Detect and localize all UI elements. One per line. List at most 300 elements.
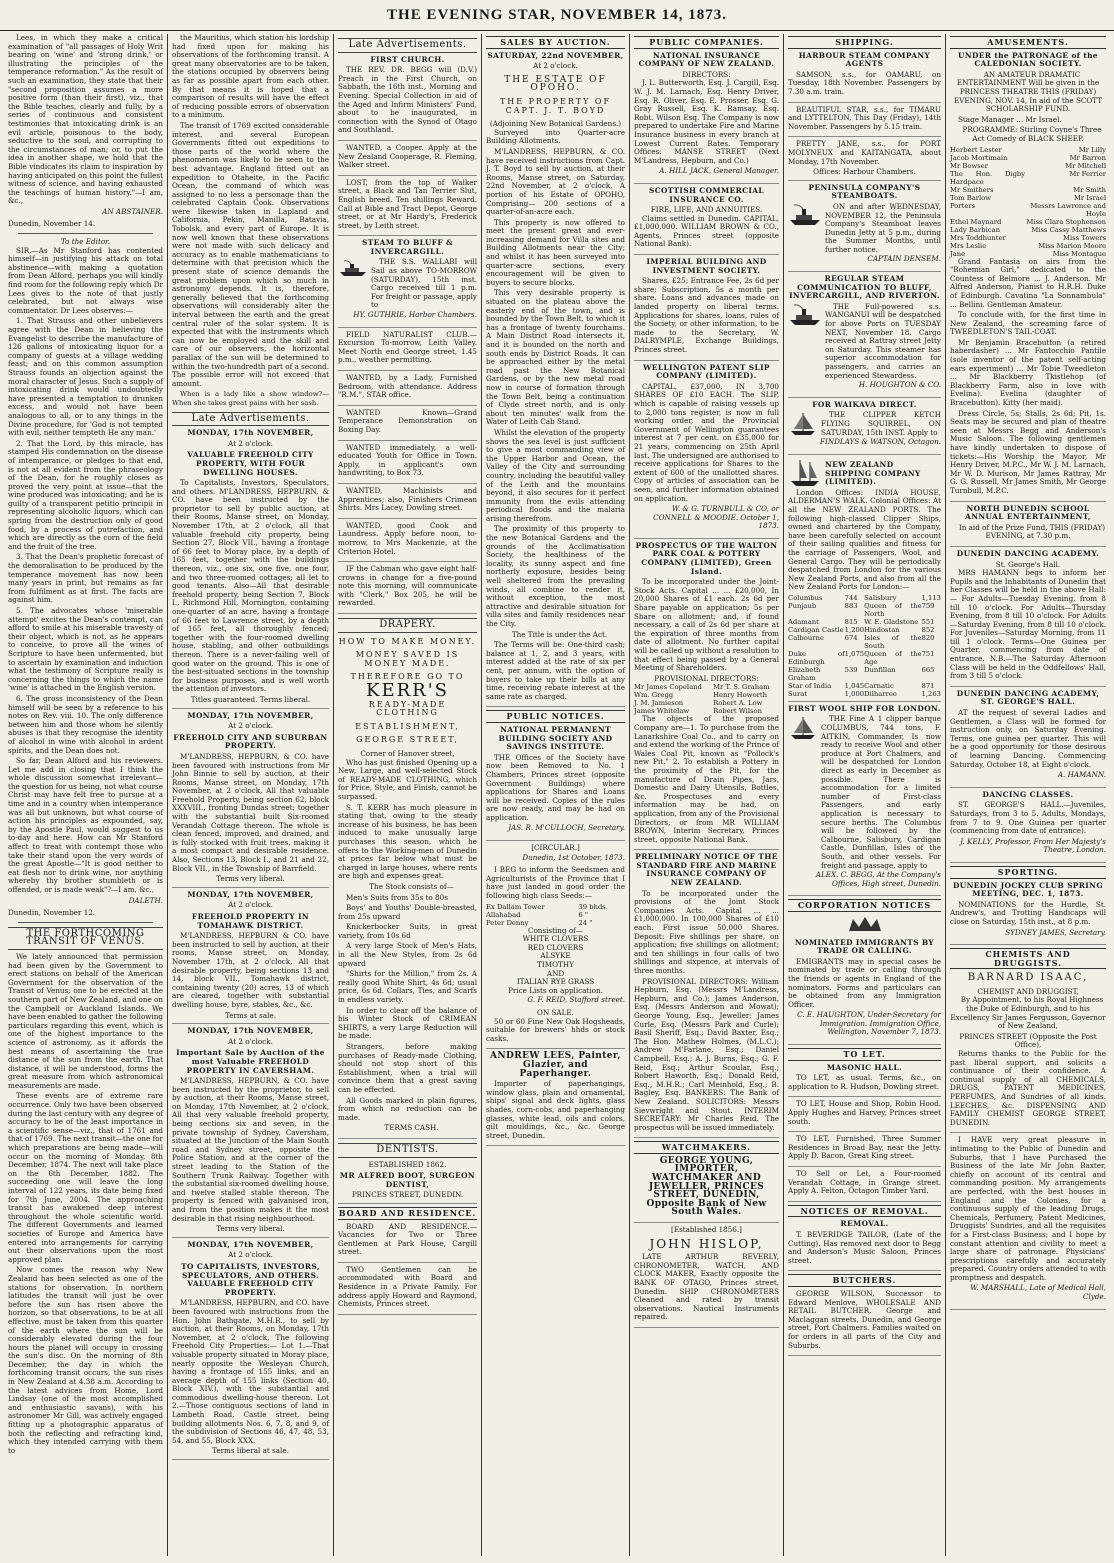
table-cell: Jane <box>950 249 966 258</box>
ad-text: IF the Cabman who gave eight half-crowns in change for a five-pound note this morning, will communicate with "Clerk," Box 205, he will be rewarded. <box>338 564 477 608</box>
ad-title: NORTH DUNEDIN SCHOOL ANNUAL ENTERTAINMENT, <box>965 503 1091 522</box>
ad-text: PROVISIONAL DIRECTORS: William Hepburn, Esq. (Messrs M'Landress, Hepburn, and Co.); James Anderson, Esq. (Messrs Anderson and Mowat); George Young, Esq., Jeweller; James Curle, Esq. (Messrs Park and Curle); Basil Sheriff, Esq.; David Baxter, Esq.; The Hon. Mathew Holmes, (M.L.C.); Andrew M'Farlane, Esq.; Daniel Campbell, Esq.; A. J. Burns, Esq.; G. F. Reid, Esq.; Arthur Scoular, Esq.; Robert Haworth, Esq.; Donald Reid, Esq., M.H.R.; Carl Meinhold, Esq.; B. Bagley, Esq. BANKERS: The Bank of New Zealand. SOLICITORS: Messrs Sievwright and Stout. INTERIM SECRETARY: Mr Charles Reid. The prospectus will be issued immediately. <box>634 976 779 1132</box>
ad-line: [Established 1856.] <box>671 1225 742 1235</box>
section-heading: PUBLIC COMPANIES. <box>634 36 779 49</box>
ad-text: Returns thanks to the Public for the past liberal support, and solicits a continuance of their confidence. A continual supply of all CHEMICALS, DRUGS, PATENT MEDICINES, PERFUMES, And Sundries of all kinds. LEECHES, &c. DISPENSING AND FAMILY CHEMIST GEORGE STREET, DUNEDIN. <box>950 1049 1106 1127</box>
section-heading: WATCHMAKERS. <box>634 1141 779 1154</box>
letter-paragraph: 5. The advocates whose 'miserable attempt' excites the Dean's contempt, can afford to smile at his miserable travesty of their object, which is not, as he appears to conceive, to prove all the wines of Scripture to have been unfermented, but to ascertain by examination and induction what the testimony of Scripture really is concerning the things to which the name 'wine' is attached in the English version. <box>8 606 163 693</box>
auction-title: Important Sale by Auction of the most Valuable FREEHOLD PROPERTY IN CAVERSHAM. <box>176 1048 325 1075</box>
ad-line: (Adjoining New Botanical Gardens.) <box>489 119 622 129</box>
ad-title: WELLINGTON PATENT SLIP COMPANY (LIMITED). <box>643 362 770 381</box>
table-cell: Mr Smithers <box>950 185 994 194</box>
ad-line: AND <box>546 968 565 978</box>
table-cell: 815 <box>844 617 858 626</box>
ad-text: LOST, from the top of Walker street, a Black and Tan Terrier Slut, English breed. Ten shillings Reward. Call at Bible and Tract Depot, George street, or at Mr Hardy's, Frederick street, by Leith street. <box>338 177 477 230</box>
ad-text: THE Offices of the Society have now been Removed to No. 1 Chambers, Princes street (opposite Government Buildings) where applications for Shares and Loans will be received. Copies of the rules are now ready, and may be had on application. <box>486 752 625 822</box>
ad-beveridge <box>788 1220 941 1271</box>
steamship-icon <box>788 203 822 227</box>
table-row <box>950 242 1106 250</box>
ad-signature: G. F. REID, Stafford street. <box>527 995 625 1005</box>
table-cell: Ethel Maynard <box>950 217 1002 226</box>
auction-terms: Terms liberal at sale. <box>212 1446 289 1456</box>
table-cell: Lady Barbican <box>950 225 1000 234</box>
table-cell: 744 <box>844 593 858 602</box>
ad-seeds <box>486 844 625 1049</box>
ad-date: Dunedin, 1st October, 1873. <box>522 852 625 862</box>
table-cell: 1,075 <box>844 649 865 658</box>
ad-title: MR ALFRED BOOT, SURGEON DENTIST, <box>339 1171 476 1189</box>
table-row <box>788 682 941 690</box>
table-cell: Mr Mitchell <box>1065 161 1106 170</box>
ad-text: This very desirable property is situated on the plateau above the easterly end of the town, and is bounded by the Town Belt, to which it has a frontage of twenty fourchains. A Main District Road intersects it, and it is bounded on the north and south ends by District Roads. It can be approached either by the metal road past the New Botanical Gardens, or by the new metal road now in course of formation through the Town Belt, being a continuation of Clyde street north, and is only about ten minutes' walk from the Water of Leith Cab Stand. <box>486 288 625 427</box>
ad-small <box>788 1135 941 1167</box>
ad-text: THE CLIPPER KETCH FLYING SQUIRREL, ON SATURDAY, 15th INST. Apply to <box>821 410 941 437</box>
table-cell: Porters <box>950 201 976 210</box>
ad-text: GEORGE WILSON, Successor to Edward Menlove, WHOLESALE AND RETAIL BUTCHER, George and Maclaggan streets, Dunedin, and George street, Port Chalmers. Families waited on for orders in all parts of the City and Suburbs. <box>788 1288 941 1350</box>
column-2 <box>167 34 333 1556</box>
ad-line: MONEY SAVED IS MONEY MADE. <box>355 650 460 668</box>
table-row <box>950 170 1106 186</box>
ad-small <box>338 179 477 237</box>
ad-text: T. BEVERIDGE TAILOR, (Late of the Cutting), Has removed next door to Begg and Anderson's Music Saloon, Princes street. <box>788 1229 941 1265</box>
ad-line: ESTABLISHMENT, <box>355 721 460 731</box>
table-row <box>950 202 1106 218</box>
column-5 <box>629 34 783 1556</box>
table-cell: 1,200 <box>844 625 865 634</box>
table-row <box>950 226 1106 234</box>
table-cell: Star of India <box>788 681 832 690</box>
ad-hislop <box>634 1226 779 1328</box>
ad-wellington-slip <box>634 364 779 539</box>
divider <box>18 922 153 923</box>
letter-paragraph: 3. That the Dean's prophetic forecast of the demoralisation to be produced by the temperance movement has now been many years in print, but remains as far from fulfilment as at first. The facts are against him. <box>8 552 163 605</box>
auction-list <box>172 429 329 1460</box>
ad-standard-fire <box>634 853 779 1138</box>
section-heading: BOARD AND RESIDENCE. <box>338 1207 477 1218</box>
ad-nz-shipping <box>788 458 941 702</box>
ad-signature: A. HILL JACK, General Manager. <box>659 166 779 176</box>
ad-line: ESTABLISHED 1862. <box>368 1159 447 1169</box>
auction-date: MONDAY, 17th NOVEMBER, <box>187 1239 314 1249</box>
ad-text: THE Full-powered s.s. WANGANUI will be despatched for above Ports on TUESDAY NEXT, November 18. Cargo received at Rattray street Jetty on Saturday. This steamer has superior accommodation for passengers, and carries an experienced Stewardess. <box>825 301 941 380</box>
ad-line: Offices: Harbour Chambers. <box>813 167 916 177</box>
ad-title: THE ESTATE OF OPOHO. <box>504 74 607 94</box>
auction-ad <box>172 1027 329 1238</box>
column-4 <box>481 34 629 1556</box>
column-7 <box>945 34 1110 1556</box>
ad-text: WANTED, Machinists and Apprentices; also, Finishers Crimean Shirts. Mrs Lacey, Dowling street. <box>338 485 477 513</box>
ad-text: BOARD AND RESIDENCE.—Vacancies for Two or Three Gentlemen at Park House, Cargill street. <box>338 1221 477 1257</box>
section-heading: DRAPERY. <box>338 618 477 633</box>
ad-regular-steam <box>788 275 941 398</box>
ad-title: SCOTTISH COMMERCIAL INSURANCE CO. <box>648 185 765 204</box>
table-row <box>950 186 1106 194</box>
table-cell: 759 <box>921 601 935 610</box>
auction-time: At 2 o'clock. <box>228 438 273 448</box>
table-cell: Mr Bowser <box>950 161 989 170</box>
table-cell: 883 <box>844 601 858 610</box>
ad-signature: W. & G. TURNBULL & CO, or CONNELL & MOODIE. October 1, 1873. <box>653 504 779 531</box>
auction-terms: Terms very liberal. <box>216 874 285 884</box>
table-cell: Miss Marion Moore <box>1038 241 1106 250</box>
table-row <box>634 683 779 691</box>
ad-line: PRINCES STREET, DUNEDIN. <box>351 1190 464 1200</box>
article-title: THE FORTHCOMING TRANSIT OF VENUS. <box>8 927 163 950</box>
ad-title: ANDREW LEES, Painter, Glazier, and Paperhanger. <box>490 1051 621 1079</box>
ad-text: AT the request of several Ladies and Gentlemen, a Class will be formed for instruction only, on Saturday Evening. Terms, one guinea per quarter. This will be a good opportunity for those desirous of learning Dancing. Commencing Saturday, October 18, at Eight o'clock. <box>950 708 1106 769</box>
ad-ship <box>788 140 941 180</box>
ad-title: FIRST WOOL SHIP FOR LONDON. <box>788 703 941 713</box>
ad-line: PRINCES STREET (Opposite the Post Office), <box>959 1031 1097 1050</box>
ad-dancing-academy-2 <box>950 690 1106 788</box>
table-cell: James Whitelaw <box>634 707 690 716</box>
article-paragraph: When is a lady like a show window?—When she takes great pains with her sash. <box>172 390 329 407</box>
ad-text: THE REV. DR. BEGG will (D.V.) Preach in the First Church, on Sabbath, the 16th inst., Morning and Evening. Special Collection in aid of the Aged and Infirm Ministers' Fund, about to be inaugurated, in connection with the Synod of Otago and Southland. <box>338 65 477 135</box>
table-row <box>950 162 1106 170</box>
ad-line: READY-MADE CLOTHING <box>368 699 447 718</box>
table-cell: Ex Dallam Tower <box>486 902 545 911</box>
ad-line: KERR'S <box>366 680 449 702</box>
ad-title: THE PROPERTY OF CAPT. J. T. BOYD <box>499 96 612 115</box>
ad-line: CHEMIST AND DRUGGIST, <box>977 986 1079 996</box>
table-cell: Cardigan Castle <box>788 625 844 634</box>
ad-text: WANTED, a Cooper. Apply at the New Zealand Cooperage, R. Fleming, Walker street. <box>338 142 477 170</box>
ad-lees <box>486 1052 625 1146</box>
section-heading: CORPORATION NOTICES <box>788 899 941 912</box>
ad-text: The Title is under the Act. <box>511 629 608 639</box>
table-row <box>788 650 941 666</box>
table-cell: Robert A. Low <box>713 699 763 708</box>
auction-ad <box>172 429 329 708</box>
sailing-ship-icon <box>788 715 818 741</box>
ad-title: NATIONAL INSURANCE COMPANY OF NEW ZEALAND. <box>638 50 775 69</box>
auction-time: At 2 o'clock. <box>228 900 273 910</box>
directors-table <box>634 683 779 715</box>
table-cell: Duke of Edinburgh <box>788 649 845 666</box>
table-cell: Mr T. S. Graham <box>713 683 770 692</box>
ad-title: PENINSULA COMPANY'S STEAMBOATS. <box>808 182 921 201</box>
ad-text: EMIGRANTS may in special cases be nominated by trade or calling through the friends or agents in England of the nominators. Forms and particulars can be obtained from any Immigration Officer. <box>788 956 941 1009</box>
ad-text: The objects of the proposed Company are—1. To purchase from the Lanarkshire Coal Co., and to carry on and extend the working of the Prince of Wales Coal Pit, known as "Pollock's new Pit." 2. To establish a Pottery in the proximity of the Pit, for the manufacture of Drain Pipes, Jars, Domestic and Dairy Utensils, Bottles, &c. Prospectuses and every information may be had, on application, from any of the Provisional Directors, or from MR WILLIAM BROWN, Interim Secretary, Princes street, opposite National Bank. <box>634 714 779 844</box>
ad-line: DIRECTORS: <box>682 69 731 79</box>
table-row <box>788 690 941 698</box>
letter-paragraph: 6. The gross inconsistency of the Dean himself will be seen by a reference to his notes on Rev. viii. 10. The only difference between him and those whom he silently abuses is that they recognise the identity of alcohol in wine with alcohol in ardent spirits, and the Dean does not. <box>8 693 163 755</box>
table-cell: Salisbury <box>864 593 897 602</box>
table-cell: 665 <box>921 665 935 674</box>
table-cell: 539 <box>844 665 858 674</box>
ad-line: TIMOTHY <box>537 960 574 969</box>
ad-line: St. George's Hall. <box>995 559 1061 569</box>
article-transit <box>8 953 163 1455</box>
ad-small <box>338 522 477 562</box>
ad-text: Who has just finished Opening up a New, Large, and well-selected Stock of READY-MADE CLOTHING, which for Price, Style, and Finish, cannot be surpassed. <box>338 757 477 801</box>
article-transit-continued <box>172 34 329 408</box>
ad-text: Surveyed into Quarter-acre Building Allotments. <box>486 127 625 146</box>
ad-text: WANTED, by a Lady, Furnished Bedroom, with attendance. Address "R.M.", STAR office. <box>338 373 477 400</box>
ad-text: NOMINATIONS for the Hurdle, St. Andrew's, and Trotting Handicaps will close on Saturday, 15th inst., at 8 p.m. <box>950 899 1106 926</box>
ad-line: Price Lists on application. <box>508 985 603 995</box>
ad-scottish <box>634 187 779 255</box>
steamship-icon <box>788 303 822 327</box>
ad-north-dunedin-school <box>950 505 1106 547</box>
crown-emblem <box>788 915 941 936</box>
masthead: THE EVENING STAR, NOVEMBER 14, 1873. <box>0 0 1114 31</box>
table-cell: 674 <box>844 633 858 642</box>
table-row <box>788 626 941 634</box>
ad-text: In aid of the Prize Fund, THIS (FRIDAY) EVENING, at 7.30 p.m. <box>958 522 1106 541</box>
letter-paragraph: 1. That Strauss and other unbelievers agree with the Dean in believing the Evangelist to describe the manufacture of 126 gallons of intoxicating liquor for a company of guests at a village wedding feast; and on this common assumption Strauss founds an objection against the moral character of Jesus. Such a supply of intoxicating drink would undoubtedly have presented a temptation to drunken excess, and would not have been analogous to all, or to any things in the Divine procedure, for 'God is not tempted with evil, neither tempteth He any man.' <box>8 316 163 438</box>
table-cell: Mr Ferrier <box>1069 169 1106 178</box>
ad-line: ALSYKE <box>540 951 571 961</box>
table-cell: Queen of the Age <box>864 649 922 666</box>
ad-date: SATURDAY, 22nd NOVEMBER, <box>487 50 624 60</box>
ad-text: The Stock consists of— <box>369 881 454 891</box>
table-cell: Elizabeth Graham <box>788 665 821 682</box>
table-cell: 6 " <box>578 910 589 919</box>
ad-dancing-classes <box>950 791 1106 863</box>
table-row <box>950 146 1106 154</box>
ship-row <box>788 203 941 255</box>
ad-text: TERMS CASH. <box>384 1123 439 1133</box>
ad-text: Grand Fantasia on airs from the "Bohemian Girl," dedicated to the Countess of Belmore ... J. Anderson. Mr Alfred Anderson, Pianist to H.R.H. Duke of Edinburgh. Cavatina "La Sonnambula" ... Bellini. Gentleman Amateur. <box>950 256 1106 309</box>
table-cell: 871 <box>921 681 935 690</box>
ship-row <box>788 411 941 437</box>
ad-small <box>338 409 477 441</box>
auction-date: MONDAY, 17th NOVEMBER, <box>187 1026 314 1036</box>
table-cell: Surat <box>788 689 808 698</box>
ad-signature: HY. GUTHRIE, Harbor Chambers. <box>353 310 477 320</box>
table-row <box>634 691 779 699</box>
auction-ad <box>172 891 329 1024</box>
table-cell: Hindostan <box>864 625 900 634</box>
letter-paragraph: Lees, in which they make a critical examination of "all passages of Holy Writ bearing on 'wine' and 'strong drink,' or illustrating the principles of the temperance reformation." As the result of such an examination, they state that their "second proposition assumes a more positive form (than their first), viz., that the Bible teaches, clearly and fully, by a series of continuous and consistent testimonies that intoxicating drink is an evil article, poisonous to the body, seductive to the soul, and corrupting to the circumstances of man; or, to put the idea in another shape, we hold that the Bible vindicates its claim to inspiration by having anticipated on this point the fullest witness of science, and having exhausted the teachings of human history."—I am, &c., <box>8 34 163 206</box>
ad-text: CAPITAL, £37,000, IN 3,700 SHARES OF £10 EACH. The SLIP, which is capable of raising vessels up to 2,000 tons register, is now in full working order, and the Provincial Government of Wellington guarantees interest at 7 per cent. on £35,000 for 21 years, commencing on 25th April last. The undersigned are authorised to receive applications for Shares to the extent of 600 of the unallotted shares. Copy of articles of association can be seen, and further information obtained on application. <box>634 381 779 503</box>
ad-title: FIRST CHURCH. <box>370 54 445 64</box>
table-cell: 1,045 <box>844 681 865 690</box>
ad-line: RED CLOVERS <box>527 942 584 952</box>
letter-paragraph: 2. That the Lord, by this miracle, has stamped His condemnation on the disease of intemperance, or pledges to that end, is not at all evident from the phraseology of the Dean, for he roughly closes as proved the very point at issue—that the wine produced was intoxicating; and he is guilty of a transparent petitio principii in representing alcoholic liquors, which can spring from the destruction only of good food, by a process of putrefaction, and which are directly as the corn of the field and the fruit of the tree. <box>8 438 163 551</box>
ad-small <box>338 487 477 519</box>
table-cell: Adamant <box>788 617 819 626</box>
letter-signature: AN ABSTAINER. <box>102 206 163 216</box>
auction-date: MONDAY, 17th NOVEMBER, <box>187 710 314 720</box>
ad-text: S. T. KERR has much pleasure in stating that, owing to the steady increase of his business, he has been induced to make unusually large purchases this season, which he offers to the Working-men of Dunedin at prices far below what must be charged in large houses, where rents are high and expenses great. <box>338 802 477 881</box>
ad-text: Mr Benjamin Bracebutton (a retired haberdasher) ... Mr Fantocchio Pantile (sole inventor of the patent self-acting ears experiment) ... Mr Tobie Tweedleton ... Mr Blackberry Tkistlehop (of Blackberry Farm, also in love with Evelina). Evelina (daughter of Bracebutton). Kitty (her maid). <box>950 337 1106 408</box>
ad-wool-ship <box>788 705 941 896</box>
ad-line: FIRE, LIFE, AND ANNUITIES. <box>650 205 763 215</box>
table-cell: Mrs Toddhunter <box>950 233 1006 242</box>
ad-text: ST. GEORGE'S HALL.—Juveniles, Saturdays, from 3 to 5. Adults, Mondays, from 7 to 9. One Guinea per quarter (commencing from date of entrance). <box>950 800 1106 836</box>
table-cell: Mr James Copeland <box>634 683 702 692</box>
ad-line: [CIRCULAR.] <box>531 843 580 853</box>
ad-line: ITALIAN RYE GRASS <box>516 977 595 987</box>
ad-title: FOR WAIKAVA DIRECT. <box>812 399 917 409</box>
section-heading: CHEMISTS AND DRUGGISTS. <box>950 948 1106 969</box>
ad-title: HARBOUR STEAM COMPANY AGENTS <box>798 50 931 69</box>
letter-paragraph: So far, Dean Alford and his reviewers. Let me add in closing that I think the whole discussion somewhat irrelevant—the question for us being, not what course Christ may have felt free to pursue at a time and in a country when intemperance was all but unknown, but what course of action his principles as expounded, say, by the Apostle Paul, would suggest to us to-day and here. How can Mr Stanford affect to treat with contempt those who take their stand upon the very words of the great Apostle—"It is good neither to eat flesh nor to drink wine, nor anything whereby thy brother stumbleth or is offended, or is made weak"?—I am, &c., <box>8 756 163 894</box>
article-paragraph: The transit of 1769 excited considerable interest, and several European Governments fitted out expeditions to those parts of the world where the phenomenon was likely to be seen to the best advantage. England fitted out an expedition to Otaheite, in the Pacific Ocean, the command of which was assigned to no less a personage than the celebrated Captain Cook. Observations were likewise taken in Lapland and California, Pekin, Manilla, Batavia, Tobolsk, and every part of Europe. It is now well known that these observations were not made with such delicacy and accuracy as to enable mathematicians to determine with that precision which the present state of science demands the great problem upon which so much in astronomy depends. It is, therefore, generally believed that the forthcoming observations will considerably alter the interval between the earth and the great central ruler of the solar system. It is expected that with the instruments which can now be employed and the skill and care of our observers, the horizontal parallax of the sun will be determined to within the two-hundredth part of a second. The possible error will not exceed that amount. <box>172 120 329 388</box>
ad-text: I BEG to inform the Seedsmen and Agriculturists of the Province that I have just landed in good order the following high class Seeds:— <box>486 865 625 901</box>
ad-title: UNDER the PATRONAGE of the CALEDONIAN SOCIETY. <box>957 50 1099 69</box>
ad-text: To conclude with, for the first time in New Zealand, the screaming farce of TWEEDLETON'S TAIL-COAT. <box>950 310 1106 337</box>
table-cell: Dilharree <box>864 689 897 698</box>
ad-text: By Appointment, to his Royal Highness the Duke of Edinburgh, and to his Excellency Sir James Fergusson, Governor of New Zealand, <box>950 995 1106 1031</box>
table-row <box>950 234 1106 242</box>
table-row <box>788 618 941 626</box>
table-row <box>950 218 1106 226</box>
auction-time: At 2 o'clock. <box>228 1036 273 1046</box>
ad-title: PROSPECTUS OF THE WALTON PARK COAL & POTTERY COMPANY (LIMITED), Green Island. <box>635 540 778 576</box>
ad-signature: JAS. R. M'CULLOCH, Secretary. <box>508 823 625 833</box>
ship-row <box>788 458 941 489</box>
ad-text: THE S.S. WALLABI will Sail as above TO-MORROW (SATURDAY), 15th inst. Cargo received till 1 p.m. For freight or passage, apply to <box>371 257 477 310</box>
ad-small <box>338 374 477 406</box>
auction-terms: Terms very liberal. <box>216 1224 285 1234</box>
ad-text: The proximity of this property to the new Botanical Gardens and the grounds of the Acclimatisation Society, the healthiness of the locality, its sunny aspect and fine northerly exposure, besides being well sheltered from the prevailing winds, all combine to render it, without exception, the most attractive and desirable situation for villa sites and family residences near the City. <box>486 524 625 628</box>
table-row <box>634 699 779 707</box>
table-cell: Miss Clara Stephenson <box>1026 217 1106 226</box>
ad-text: In order to clear off the balance of his Winter Stock of CRIMEAN SHIRTS, a very Large Reduction will be made. <box>338 1005 477 1041</box>
ad-text: Stage Manager ... Mr Israel. <box>958 114 1062 124</box>
ad-isaac <box>950 974 1106 1133</box>
column-3 <box>333 34 481 1556</box>
ad-signature: C. E. HAUGHTON, Under-Secretary for Immigration. Immigration Office, Wellington, November 7, 1873. <box>797 1010 941 1037</box>
ad-title: MASONIC HALL. <box>826 1062 903 1072</box>
letter-paragraph: SIR,—As Mr Stanford has contented himself—in justifying his attack on total abstinence—with making a quotation from Dean Alford, perhaps you will kindly find room for the following reply which Dr Lees gives to the note of that justly celebrated, but not always wise commentator. Dr Lees observes:— <box>8 245 163 315</box>
article-paragraph: We lately announced that permission had been given by the Government to erect stations on behalf of the American Government for the observation of the Transit of Venus; one to be erected at the southern part of New Zealand, and one on the Campbell or Auckland Islands. We have been enabled to gather the following particulars regarding this event, which is one of the highest importance to the science of astronomy, as it affords the best means of ascertaining the true distance of the sun from the earth. That distance, it will be understood, forms the great measure from which astronomical measurements are made. <box>8 951 163 1090</box>
ad-small <box>788 1100 941 1132</box>
ad-text: Strangers, before making purchases of Ready-made Clothing, should not stop short of this Establishment, when a trial will convince them that a great saving can be effected. <box>338 1042 477 1094</box>
ad-text: TO Sell or Let, a Four-roomed Verandah Cottage, in Grange street. Apply A. Felton, Octagon Timber Yard. <box>788 1169 941 1196</box>
ad-text: TWO Gentlemen can be accommodated with Board and Residence in a Private Family. For address apply Howard and Raymond, Chemists, Princes street. <box>338 1264 477 1309</box>
auction-text: M'LANDRESS, HEPBURN, and CO. have been favoured with instructions from the Hon. John Bathgate, M.H.R., to sell by auction, at their Rooms, on Monday, 17th November, at 2 o'clock, The following Freehold City Properties:— Lot 1.—That valuable property situated in Moray place, nearly opposite the Wesleyan Church, having a frontage of 155 links, and an average depth of 155 links (Section 40, Block XIV.), with the substantial and commodious dwelling-house thereon. Lot 2.—Those contiguous sections of land in Lambeth Road, Castle street, being building allotments Nos. 6, 7, 8, and 9, of the subdivision of Sections 46, 47, 48, 53, 54, and 55, Block XXX. <box>172 1298 329 1445</box>
article-paragraph: the Mauritius, which station his lordship had fixed upon for making his observations of the forthcoming transit. A great many observatories are to be taken, the stations occupied by observers being as far as possible apart from each other. By that means it is hoped that a comparison of results will have the effect of reducing possible errors of observation to a minimum. <box>172 34 329 120</box>
ad-ship <box>788 106 941 138</box>
auction-title: VALUABLE FREEHOLD CITY PROPERTY, WITH FOUR DWELLING HOUSES. <box>187 450 314 477</box>
ad-small <box>788 1170 941 1202</box>
letter-date: Dunedin, November 14. <box>8 219 96 229</box>
table-row <box>486 911 625 919</box>
auction-terms: Terms at sale. <box>225 1010 276 1020</box>
ad-first-church <box>338 56 477 141</box>
ad-text: I HAVE very great pleasure in intimating to the Public of Dunedin and Suburbs, that I have Purchased the Business of the late Mr John Baxter, chiefly on account of its central and commanding position. My arrangements are perfected, with the best houses in England and the Colonies, for a continuous supply of the leading Drugs, Chemicals, Perfumery, Patent Medicines, Druggists' Sundries, and all the requisites for a First-class Business; and I hope by constant attention and civility to meet a large share of patronage. Physicians' prescriptions carefully and accurately prepared. Country orders attended to with promptness and despatch. <box>950 1135 1106 1282</box>
ad-signature: FINDLAYS & WATSON, Octagon. <box>820 437 941 447</box>
ad-building-society <box>486 726 625 841</box>
table-cell: Isles of the South <box>864 633 922 650</box>
table-cell: 1,000 <box>844 689 865 698</box>
ad-line: WHITE CLOVERS <box>522 934 589 944</box>
table-cell: Mr Israel <box>1073 193 1106 202</box>
ad-text: The Terms will be: One-third cash; balance at 1, 2, and 3 years, with interest added at the rate of six per cent, per annum, with the option of buyers to take up their bills at any time, receiving rebate interest at the same rate as charged. <box>486 640 625 701</box>
table-cell: The Hon. Digby Hardpace <box>950 169 1026 186</box>
ad-small <box>788 1074 941 1097</box>
ad-dramatic <box>950 52 1106 502</box>
ad-small <box>338 444 477 484</box>
table-cell: Wm. Gregg <box>634 691 674 700</box>
ad-text: M'LANDRESS, HEPBURN, & CO. have received instructions from Capt. J. T. Boyd to sell by auction, at their Rooms, Manse street, on Saturday, 22nd November, at 2 o'clock, A portion of his Estate of OPOHO, Comprising— 200 sections of a quarter-of-an-acre each. <box>486 146 625 217</box>
auction-ad <box>172 712 329 888</box>
ad-signature: SYDNEY JAMES, Secretary. <box>1005 927 1106 937</box>
crown-icon <box>845 915 885 933</box>
ad-imperial <box>634 258 779 361</box>
section-heading: DENTISTS. <box>338 1143 477 1158</box>
table-cell: Punjaub <box>788 601 817 610</box>
auction-title: FREEHOLD PROPERTY IN TOMAHAWK DISTRICT. <box>191 912 310 930</box>
ad-line: HOW TO MAKE MONEY. <box>338 636 477 646</box>
ad-line: Consisting of— <box>527 925 583 935</box>
table-cell: Mr Smith <box>1073 185 1106 194</box>
sailing-ship-icon <box>788 411 818 437</box>
table-cell: W. E. Gladstone <box>864 617 919 626</box>
ad-title: REGULAR STEAM COMMUNICATION TO BLUFF, INVERCARGILL, AND RIVERTON. <box>789 274 940 301</box>
sailing-ship-icon <box>788 458 822 488</box>
ad-steam-bluff <box>338 239 477 327</box>
ad-title: NOMINATED IMMIGRANTS BY TRADE OR CALLING. <box>794 937 935 956</box>
ad-text: THE Fine A 1 clipper barque COLUMBUS, 744 tons, F. AITKIN, Commander, Is now ready to receive Wool and other produce at Port Chalmers, and will be despatched for London direct as early in December as possible. There is accommodation for a limited number of First-class Passengers, and early application is necessary to secure berths. The Columbus will be followed by the Calbourne, Salisbury, Cardigan Castle, Dunfillan, Isles of the South, and other vessels. For freight and passage, apply to <box>821 714 941 870</box>
auction-text: M'LANDRESS, HEPBURN, & CO. have been instructed by the proprietor, to sell by auction, at their Rooms, Manse street, on Monday, 17th November, at 2 o'clock, All that very valuable freehold property, being sections six and seven, in the private township of Sydney, Caversham, situated at the Junction of the Main South road and Sydney street, opposite the Police Station, and at the corner of the street leading to the Station of the Southern Trunk Railway. Together with the substantial six-roomed dwelling house, and twelve stalled stable thereon. The property is fenced with galvanised iron, and from the position makes it the most desirable in that rising neighbourhood. <box>172 1076 329 1223</box>
ad-title: NEW ZEALAND SHIPPING COMPANY (LIMITED). <box>825 459 921 487</box>
auction-date: MONDAY, 17th NOVEMBER, <box>187 428 314 438</box>
letter-daleth <box>8 247 163 918</box>
auction-time: At 2 o'clock. <box>228 721 273 731</box>
auction-text: M'LANDRESS, HEPBURN, & CO. have been favoured with instructions from Mr John Binnie to sell by auction, at their Rooms, Manse street, on Monday, 17th November, at 2 o'clock, All that valuable Freehold Property, being section 62, block XXXVIII., fronting Dundas street; together with the substantial built Six-roomed Verandah Cottage thereon. The whole is clean fenced, improved, and drained, and is fully stocked with fruit trees, making it a most compact and desirable residence. Also, Sections 13, Block I., and 21 and 22, Block VII., in the Township of Barrfield. <box>172 751 329 873</box>
ad-text: Whilst the elevation of the property shows the sea level is just sufficient to give a most commanding view of the Upper Harbor and Ocean, the Valley of the City and surrounding country, including the beautiful valley of the Leith and the mountains beyond, it also secures for it perfect immunity from the evils attending periodical floods and the malaria arising therefrom. <box>486 427 625 523</box>
ad-text: PRETTY JANE, s.s., for PORT MOLYNEUX and KAITANGATA, about Monday, 17th November. <box>788 139 941 166</box>
ad-line: THEREFORE GO TO <box>350 672 465 682</box>
table-cell: 551 <box>921 617 935 626</box>
letter-abstainer <box>8 34 163 247</box>
table-row <box>788 666 941 682</box>
ad-signature: W. MARSHALL, Late of Medical Hall, Clyde. <box>970 1283 1106 1302</box>
ad-text: Shares, £25; Entrance Fee, 2s 6d per share; Subscription, 5s a month per share. Loans and advances made on landed property on liberal terms. Applications for shares, loans, rules of the Society, or other information, to be made to the Secretary, W. DALRYMPLE, Exchange Buildings, Princes street. <box>634 276 779 354</box>
section-heading: Late Advertisements. <box>338 38 477 53</box>
ad-line: PROVISIONAL DIRECTORS: <box>654 673 759 683</box>
letter-heading: To the Editor. <box>60 237 111 247</box>
table-cell: Dunfillan <box>864 665 896 674</box>
table-row <box>486 903 625 911</box>
table-cell: Miss Cassy Matthews <box>1031 225 1106 234</box>
table-cell: Mr Barron <box>1069 153 1106 162</box>
ad-text: To be incorporated under the Joint-Stock Acts. Capital ... ... £20,000, In 20,000 Shares of £1 each. 2s 6d per Share payable on application; 5s per Share on allotment; and, if found necessary, a call of 2s 6d per share at the expiration of three months from date of allotment. No further capital will be called up without a resolution to that effect being passed by a General Meeting of Shareholders. <box>634 577 779 673</box>
ad-title: REMOVAL. <box>840 1219 889 1229</box>
ad-text: FIELD NATURALIST CLUB.—Excursion To-morrow, Leith Valley. Meet North end George street, 1.45 p.m., weather permitting. <box>338 329 477 365</box>
ad-time: At 2 o'clock. <box>533 61 578 71</box>
table-cell: Columbus <box>788 593 823 602</box>
ad-title: DUNEDIN JOCKEY CLUB SPRING MEETING, DEC. 1, 1873. <box>952 880 1104 899</box>
table-cell: 1,263 <box>921 689 941 698</box>
ad-text: This property is now offered to meet the present great and ever-increasing demand for Villa sites and Building Allotments near the City; and whilst it has been surveyed into quarter-acre sections, every encouragement will be given to buyers to secure blocks. <box>486 217 625 287</box>
table-cell: Herbert Lester <box>950 145 1002 154</box>
ad-line: ON SALE. <box>537 1007 574 1017</box>
ad-small <box>338 144 477 176</box>
ad-text: WANTED, good Cook and Laundress. Apply before noon, to-morrow, to Mrs Mackenzie, at the Criterion Hotel. <box>338 520 477 556</box>
section-heading: PUBLIC NOTICES. <box>486 710 625 723</box>
ad-text: 50 or 60 Fine New Oak Hogsheads, suitable for brewers' hhds or stock casks. <box>486 1016 625 1043</box>
table-cell: 39 bhds. <box>578 902 608 911</box>
ad-title: BARNARD ISAAC, <box>967 972 1089 984</box>
ad-text: Dress Circle, 5s; Stalls, 2s 6d; Pit, 1s. Seats may be secured and plan of theatre seen at Messrs Begg and Anderson's Music Saloon. The following gentlemen have kindly undertaken to dispose of tickets:—His Worship the Mayor, Mr Henry Driver, M.P.C., Mr W. J. M. Larnach, Mr W. D. Murison, Mr James Rattray, Mr G. G. Russell, Mr James Smith, Mr George Turnbull, M.P.C. <box>950 408 1106 495</box>
seed-table <box>486 903 625 927</box>
section-heading: NOTICES OF REMOVAL. <box>788 1205 941 1218</box>
column-6 <box>783 34 945 1556</box>
ad-immigrants <box>788 915 941 1045</box>
ad-text: BEAUTIFUL STAR, s.s., for TIMARU and LYTTELTON, This Day (Friday), 14th November. Passengers by 5.15 train. <box>788 104 941 131</box>
ad-text: J. L. Butterworth, Esq. J. Cargill, Esq. W. J. M. Larnach, Esq. Henry Driver, Esq. R. Oliver, Esq. E. Prosser, Esq. G. Gray Russell, Esq. K. Ramsay, Esq. Robt. Wilson Esq. The Company is now prepared to undertake Fire and Marine Insurance business in every branch at Lowest Current Rates. Temporary Offices: MANSE STREET (Next M'Landress, Hepburn, and Co.) <box>634 78 779 165</box>
ad-walton-park <box>634 542 779 850</box>
ad-small <box>338 565 477 614</box>
letter-signature: DALETH. <box>128 895 163 905</box>
ad-signature: A. HAMANN. <box>1057 770 1106 780</box>
